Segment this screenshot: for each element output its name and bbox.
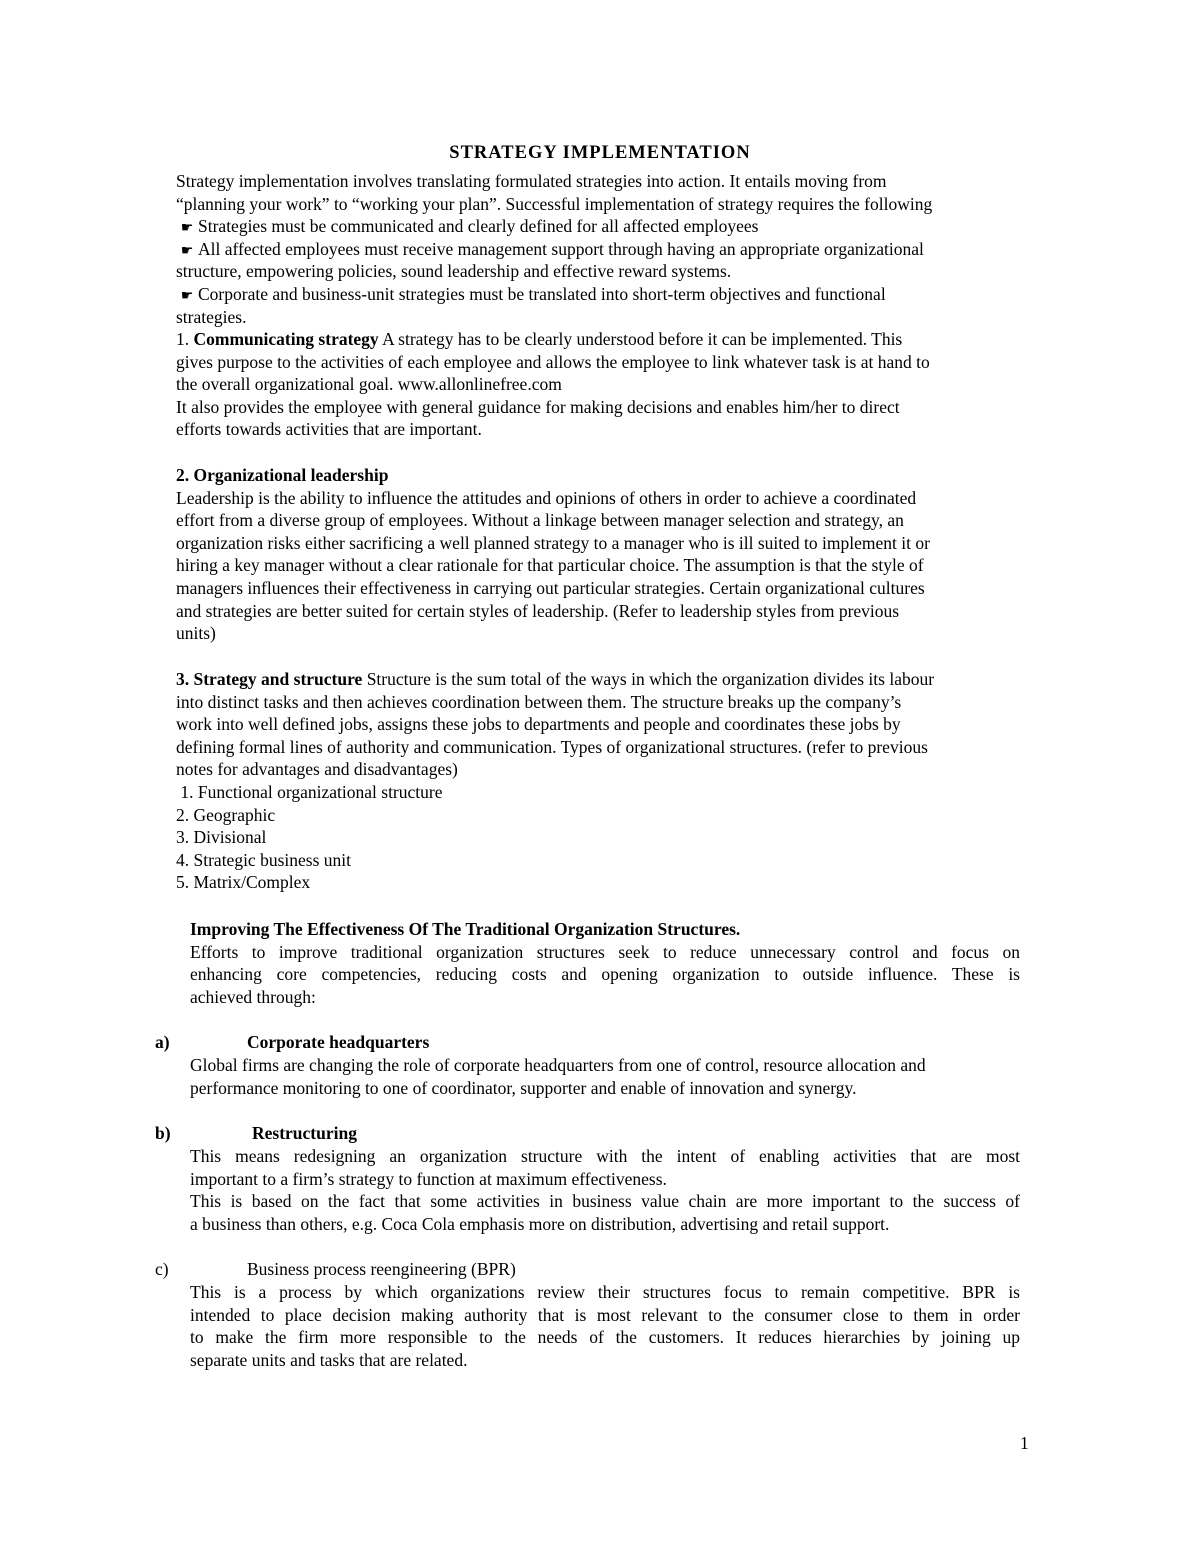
section-heading: Improving The Effectiveness Of The Traditional Organization Structures. [190,919,741,939]
paragraph-line: defining formal lines of authority and communication. Types of organizational structures. (refer to previous [176,736,928,757]
paragraph-line: a business than others, e.g. Coca Cola emphasis more on distribution, advertising and retail support. [190,1213,890,1234]
paragraph-line: enhancing core competencies, reducing costs and opening organization to outside influence. These is [190,964,1020,985]
pointing-hand-icon: ☛ [180,288,194,304]
section-communicating-strategy [176,328,1056,441]
paragraph-line: managers influences their effectiveness in carrying out particular strategies. Certain organizational cultures [176,577,925,598]
intro-line: Strategy implementation involves translating formulated strategies into action. It entails moving from [176,171,887,191]
intro-line: “planning your work” to “working your plan”. Successful implementation of strategy requires the following [176,193,933,214]
bullet-item: ☛ Strategies must be communicated and clearly defined for all affected employees [176,215,1056,238]
paragraph-line: It also provides the employee with general guidance for making decisions and enables him/her to direct [176,396,900,417]
paragraph-line: Global firms are changing the role of corporate headquarters from one of control, resource allocation and [190,1055,926,1075]
section-strategy-and-structure [176,668,1056,894]
item-label-a: a) [155,1032,170,1052]
paragraph-line: intended to place decision making authority that is most relevant to the consumer close to them in order [190,1304,1020,1325]
paragraph-line: performance monitoring to one of coordinator, supporter and enable of innovation and synergy. [190,1077,857,1098]
paragraph-line: This is a process by which organizations review their structures focus to remain competitive. BPR is [190,1282,1020,1302]
paragraph-line: units) [176,623,216,644]
paragraph-line: gives purpose to the activities of each employee and allows the employee to link whatever task is at hand to [176,351,930,372]
item-heading-restructuring: Restructuring [252,1123,357,1143]
list-item: 5. Matrix/Complex [176,872,311,893]
paragraph-line: and strategies are better suited for certain styles of leadership. (Refer to leadership styles from previous [176,600,900,621]
section-organizational-leadership [176,464,1056,645]
section-improving-effectiveness [190,918,1020,1008]
item-body-c [190,1281,1020,1371]
paragraph-line: Leadership is the ability to influence the attitudes and opinions of others in order to achieve a coordinated [176,487,917,508]
paragraph-line: work into well defined jobs, assigns these jobs to departments and people and coordinates these jobs by [176,714,901,735]
paragraph-line: This means redesigning an organization structure with the intent of enabling activities that are most [190,1146,1020,1166]
bullet-item: ☛ All affected employees must receive management support through having an appropriate organizational [176,238,1056,261]
bullet-continuation: strategies. [176,306,247,327]
item-label-c: c) [155,1259,169,1279]
paragraph-line: efforts towards activities that are important. [176,419,482,440]
paragraph-line: into distinct tasks and then achieves coordination between them. The structure breaks up the company’s [176,691,902,712]
item-body-a [190,1054,1020,1099]
paragraph-line: to make the firm more responsible to the needs of the customers. It reduces hierarchies by joining up [190,1327,1020,1348]
paragraph-line: important to a firm’s strategy to function at maximum effectiveness. [190,1168,667,1189]
bullet-item: ☛ Corporate and business-unit strategies must be translated into short-term objectives and functional [176,283,1056,306]
section-heading: 3. Strategy and structure [176,669,363,689]
paragraph-line: effort from a diverse group of employees. Without a linkage between manager selection and strategy, an [176,510,904,531]
section-first-line: 1. Communicating strategy A strategy has to be clearly understood before it can be implemented. This [176,329,903,349]
item-body-b [190,1145,1020,1235]
list-item: 1. Functional organizational structure [176,781,443,802]
paragraph-line: notes for advantages and disadvantages) [176,759,458,780]
list-item: 4. Strategic business unit [176,849,351,870]
pointing-hand-icon: ☛ [180,221,194,237]
section-heading: 2. Organizational leadership [176,465,389,485]
paragraph-line: hiring a key manager without a clear rationale for that particular choice. The assumption is that the style of [176,555,924,576]
item-label-b: b) [155,1123,171,1143]
section-first-line: 3. Strategy and structure Structure is the sum total of the ways in which the organization divides its labour [176,669,935,689]
bullet-continuation: structure, empowering policies, sound leadership and effective reward systems. [176,261,732,282]
paragraph-line: Efforts to improve traditional organization structures seek to reduce unnecessary control and focus on [190,941,1020,962]
paragraph-line: organization risks either sacrificing a well planned strategy to a manager who is ill suited to implement it or [176,532,930,553]
section-heading: Communicating strategy [193,329,379,349]
paragraph-line: This is based on the fact that some activities in business value chain are more important to the success of [190,1191,1020,1212]
list-item: 3. Divisional [176,827,267,848]
item-heading-corporate-headquarters: Corporate headquarters [247,1032,430,1052]
paragraph-line: the overall organizational goal. www.allonlinefree.com [176,374,562,395]
item-heading-bpr: Business process reengineering (BPR) [247,1259,516,1279]
paragraph-line: separate units and tasks that are related. [190,1349,468,1370]
page-title: STRATEGY IMPLEMENTATION [449,143,751,163]
list-item: 2. Geographic [176,804,276,825]
pointing-hand-icon: ☛ [180,243,194,259]
page-number: 1 [1020,1433,1029,1453]
intro-block [176,170,1056,328]
paragraph-line: achieved through: [190,986,316,1007]
